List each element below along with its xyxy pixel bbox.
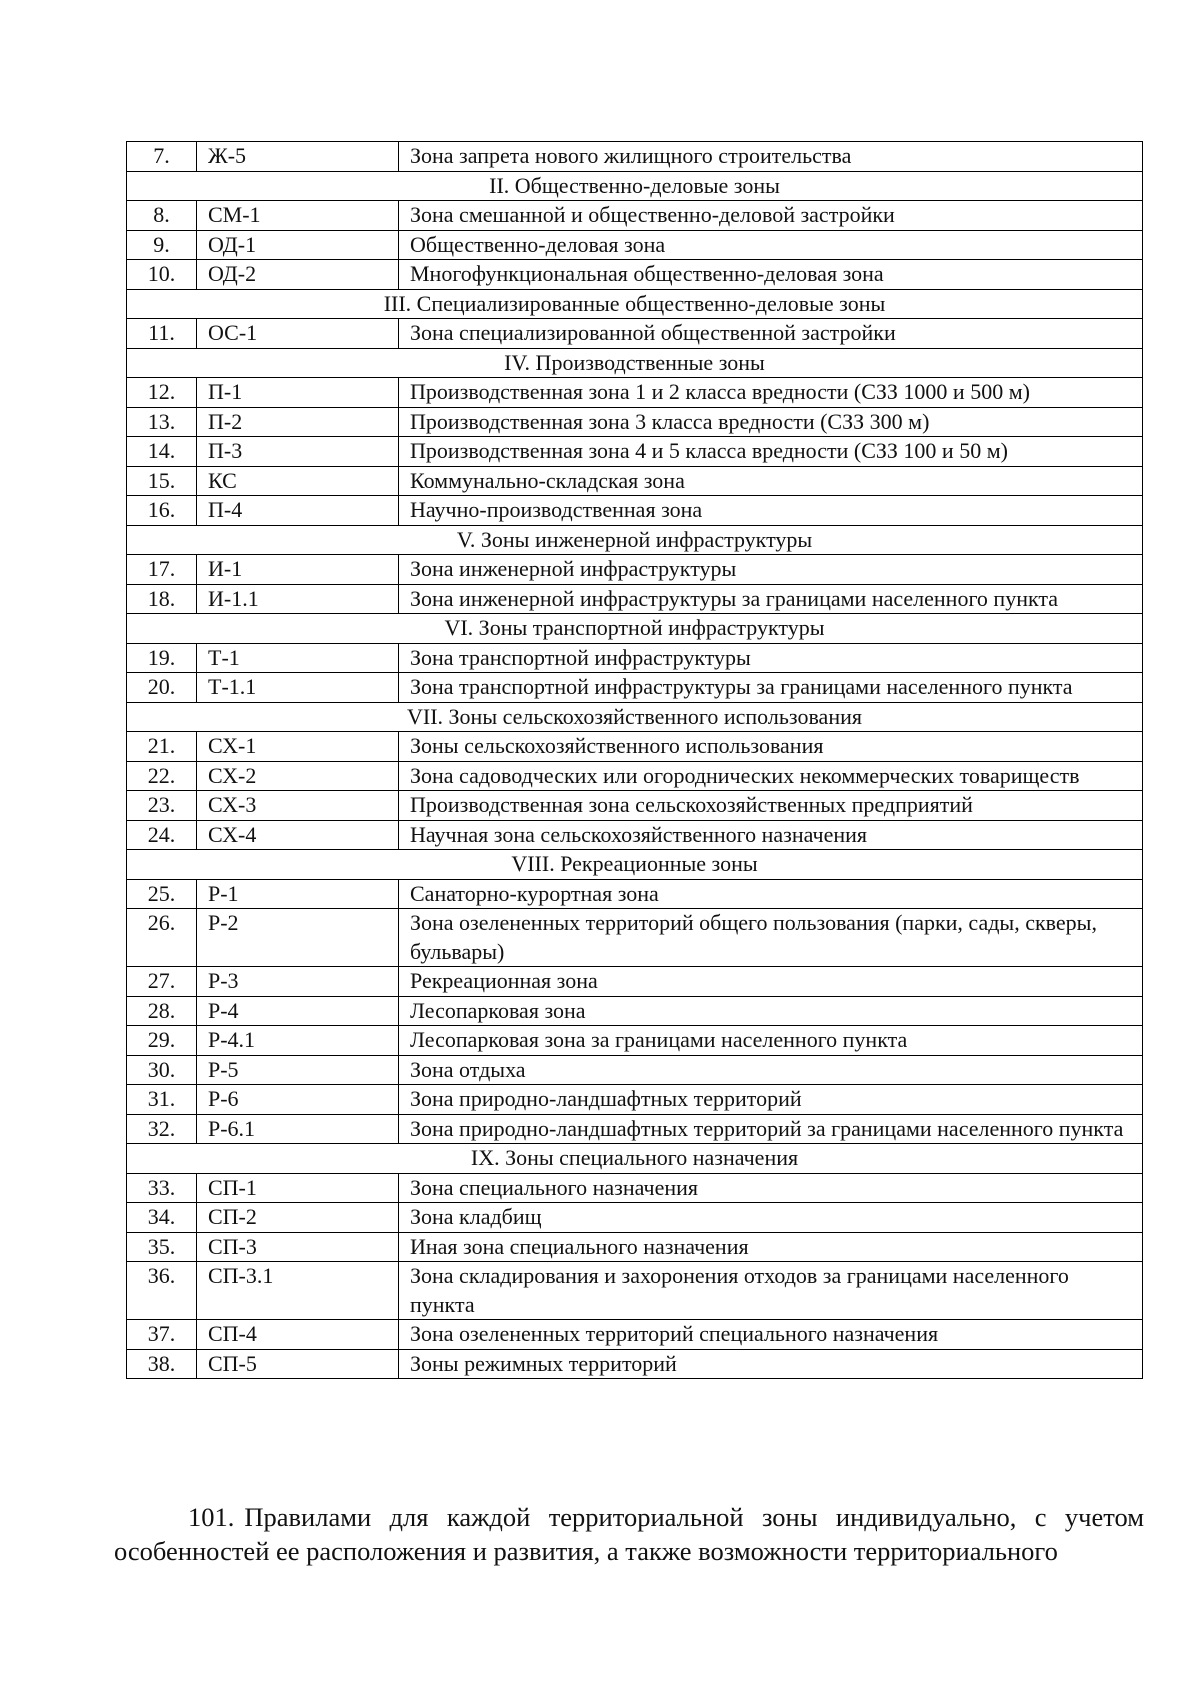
row-number: 7. xyxy=(127,142,197,172)
zone-code: Р-3 xyxy=(197,967,399,997)
section-title: VII. Зоны сельскохозяйственного использования xyxy=(127,702,1143,732)
row-number: 35. xyxy=(127,1232,197,1262)
section-title: III. Специализированные общественно-деловые зоны xyxy=(127,289,1143,319)
table-row xyxy=(127,1085,1143,1115)
zone-name: Научная зона сельскохозяйственного назначения xyxy=(399,820,1143,850)
section-header-row xyxy=(127,1144,1143,1174)
zone-code: П-1 xyxy=(197,378,399,408)
zone-code: П-2 xyxy=(197,407,399,437)
section-header-row xyxy=(127,702,1143,732)
zone-code: Р-5 xyxy=(197,1055,399,1085)
zone-code: КС xyxy=(197,466,399,496)
zone-name: Зона отдыха xyxy=(399,1055,1143,1085)
zone-code: СП-4 xyxy=(197,1320,399,1350)
zone-name: Иная зона специального назначения xyxy=(399,1232,1143,1262)
zone-code: Р-4 xyxy=(197,996,399,1026)
row-number: 37. xyxy=(127,1320,197,1350)
table-row xyxy=(127,761,1143,791)
section-title: VI. Зоны транспортной инфраструктуры xyxy=(127,614,1143,644)
table-row xyxy=(127,230,1143,260)
table-row xyxy=(127,407,1143,437)
table-row xyxy=(127,996,1143,1026)
section-title: IX. Зоны специального назначения xyxy=(127,1144,1143,1174)
zone-name: Зона инженерной инфраструктуры xyxy=(399,555,1143,585)
row-number: 22. xyxy=(127,761,197,791)
zone-code: СП-2 xyxy=(197,1203,399,1233)
row-number: 20. xyxy=(127,673,197,703)
table-row xyxy=(127,673,1143,703)
zone-code: И-1.1 xyxy=(197,584,399,614)
zone-code: П-4 xyxy=(197,496,399,526)
zone-code: Р-1 xyxy=(197,879,399,909)
paragraph-101 xyxy=(114,1500,1144,1568)
row-number: 17. xyxy=(127,555,197,585)
zone-code: Р-2 xyxy=(197,909,399,967)
row-number: 11. xyxy=(127,319,197,349)
row-number: 19. xyxy=(127,643,197,673)
zone-code: ОС-1 xyxy=(197,319,399,349)
table-row xyxy=(127,1349,1143,1379)
zone-name: Зона кладбищ xyxy=(399,1203,1143,1233)
zone-name: Зоны сельскохозяйственного использования xyxy=(399,732,1143,762)
row-number: 18. xyxy=(127,584,197,614)
row-number: 8. xyxy=(127,201,197,231)
table-row xyxy=(127,967,1143,997)
table-row xyxy=(127,1114,1143,1144)
section-header-row xyxy=(127,171,1143,201)
zone-code: СХ-1 xyxy=(197,732,399,762)
row-number: 31. xyxy=(127,1085,197,1115)
zone-name: Зона озелененных территорий специального назначения xyxy=(399,1320,1143,1350)
row-number: 34. xyxy=(127,1203,197,1233)
row-number: 26. xyxy=(127,909,197,967)
zone-name: Санаторно-курортная зона xyxy=(399,879,1143,909)
row-number: 24. xyxy=(127,820,197,850)
zone-code: ОД-1 xyxy=(197,230,399,260)
table-row xyxy=(127,1055,1143,1085)
row-number: 30. xyxy=(127,1055,197,1085)
table-row xyxy=(127,643,1143,673)
zone-name: Зона смешанной и общественно-деловой застройки xyxy=(399,201,1143,231)
zone-name: Зона специализированной общественной застройки xyxy=(399,319,1143,349)
zone-code: СП-5 xyxy=(197,1349,399,1379)
zone-name: Зона транспортной инфраструктуры за границами населенного пункта xyxy=(399,673,1143,703)
row-number: 38. xyxy=(127,1349,197,1379)
table-row xyxy=(127,584,1143,614)
zone-code: Ж-5 xyxy=(197,142,399,172)
zone-name: Коммунально-складская зона xyxy=(399,466,1143,496)
table-row xyxy=(127,1320,1143,1350)
section-header-row xyxy=(127,525,1143,555)
zones-table xyxy=(126,141,1143,1379)
table-row xyxy=(127,201,1143,231)
zone-code: СХ-2 xyxy=(197,761,399,791)
table-row xyxy=(127,466,1143,496)
table-row xyxy=(127,909,1143,967)
table-row xyxy=(127,1026,1143,1056)
zone-name: Многофункциональная общественно-деловая зона xyxy=(399,260,1143,290)
zone-name: Зона природно-ландшафтных территорий xyxy=(399,1085,1143,1115)
zone-name: Научно-производственная зона xyxy=(399,496,1143,526)
table-row xyxy=(127,142,1143,172)
zone-name: Зона озелененных территорий общего пользования (парки, сады, скверы, бульвары) xyxy=(399,909,1143,967)
table-row xyxy=(127,1232,1143,1262)
section-title: II. Общественно-деловые зоны xyxy=(127,171,1143,201)
zone-name: Производственная зона сельскохозяйственных предприятий xyxy=(399,791,1143,821)
section-title: VIII. Рекреационные зоны xyxy=(127,850,1143,880)
table-row xyxy=(127,319,1143,349)
row-number: 33. xyxy=(127,1173,197,1203)
table-row xyxy=(127,791,1143,821)
section-header-row xyxy=(127,850,1143,880)
section-header-row xyxy=(127,614,1143,644)
zone-name: Зона специального назначения xyxy=(399,1173,1143,1203)
table-row xyxy=(127,496,1143,526)
zone-name: Рекреационная зона xyxy=(399,967,1143,997)
zone-name: Зоны режимных территорий xyxy=(399,1349,1143,1379)
zone-code: Р-6.1 xyxy=(197,1114,399,1144)
zone-name: Производственная зона 4 и 5 класса вредности (СЗЗ 100 и 50 м) xyxy=(399,437,1143,467)
zone-code: И-1 xyxy=(197,555,399,585)
zone-code: ОД-2 xyxy=(197,260,399,290)
zone-code: П-3 xyxy=(197,437,399,467)
table-row xyxy=(127,260,1143,290)
zone-code: СХ-4 xyxy=(197,820,399,850)
table-row xyxy=(127,1203,1143,1233)
row-number: 32. xyxy=(127,1114,197,1144)
zone-name: Зона инженерной инфраструктуры за границами населенного пункта xyxy=(399,584,1143,614)
zone-code: СП-1 xyxy=(197,1173,399,1203)
zone-name: Зона транспортной инфраструктуры xyxy=(399,643,1143,673)
zones-table-body xyxy=(127,142,1143,1379)
zone-code: СП-3 xyxy=(197,1232,399,1262)
table-row xyxy=(127,378,1143,408)
table-row xyxy=(127,732,1143,762)
zone-name: Общественно-деловая зона xyxy=(399,230,1143,260)
section-title: IV. Производственные зоны xyxy=(127,348,1143,378)
zone-name: Лесопарковая зона за границами населенного пункта xyxy=(399,1026,1143,1056)
zone-code: Р-4.1 xyxy=(197,1026,399,1056)
zone-name: Зона садоводческих или огороднических некоммерческих товариществ xyxy=(399,761,1143,791)
section-header-row xyxy=(127,348,1143,378)
row-number: 29. xyxy=(127,1026,197,1056)
zone-name: Лесопарковая зона xyxy=(399,996,1143,1026)
table-row xyxy=(127,1173,1143,1203)
paragraph-text: Правилами для каждой территориальной зоны индивидуально, с учетом особенностей ее расположения и развития, а также возможности территориального xyxy=(114,1502,1144,1566)
section-title: V. Зоны инженерной инфраструктуры xyxy=(127,525,1143,555)
zone-name: Производственная зона 3 класса вредности (СЗЗ 300 м) xyxy=(399,407,1143,437)
zone-name: Зона складирования и захоронения отходов за границами населенного пункта xyxy=(399,1262,1143,1320)
zone-code: СМ-1 xyxy=(197,201,399,231)
row-number: 12. xyxy=(127,378,197,408)
row-number: 16. xyxy=(127,496,197,526)
paragraph-number: 101. xyxy=(188,1502,235,1532)
zone-code: Т-1.1 xyxy=(197,673,399,703)
table-row xyxy=(127,437,1143,467)
zone-code: Р-6 xyxy=(197,1085,399,1115)
row-number: 25. xyxy=(127,879,197,909)
table-row xyxy=(127,820,1143,850)
row-number: 23. xyxy=(127,791,197,821)
table-row xyxy=(127,555,1143,585)
section-header-row xyxy=(127,289,1143,319)
zone-code: Т-1 xyxy=(197,643,399,673)
zone-name: Зона запрета нового жилищного строительства xyxy=(399,142,1143,172)
row-number: 10. xyxy=(127,260,197,290)
row-number: 14. xyxy=(127,437,197,467)
zone-name: Зона природно-ландшафтных территорий за границами населенного пункта xyxy=(399,1114,1143,1144)
row-number: 36. xyxy=(127,1262,197,1320)
table-row xyxy=(127,1262,1143,1320)
row-number: 9. xyxy=(127,230,197,260)
row-number: 13. xyxy=(127,407,197,437)
zone-code: СП-3.1 xyxy=(197,1262,399,1320)
zone-name: Производственная зона 1 и 2 класса вредности (СЗЗ 1000 и 500 м) xyxy=(399,378,1143,408)
row-number: 15. xyxy=(127,466,197,496)
row-number: 28. xyxy=(127,996,197,1026)
row-number: 27. xyxy=(127,967,197,997)
zone-code: СХ-3 xyxy=(197,791,399,821)
table-row xyxy=(127,879,1143,909)
row-number: 21. xyxy=(127,732,197,762)
